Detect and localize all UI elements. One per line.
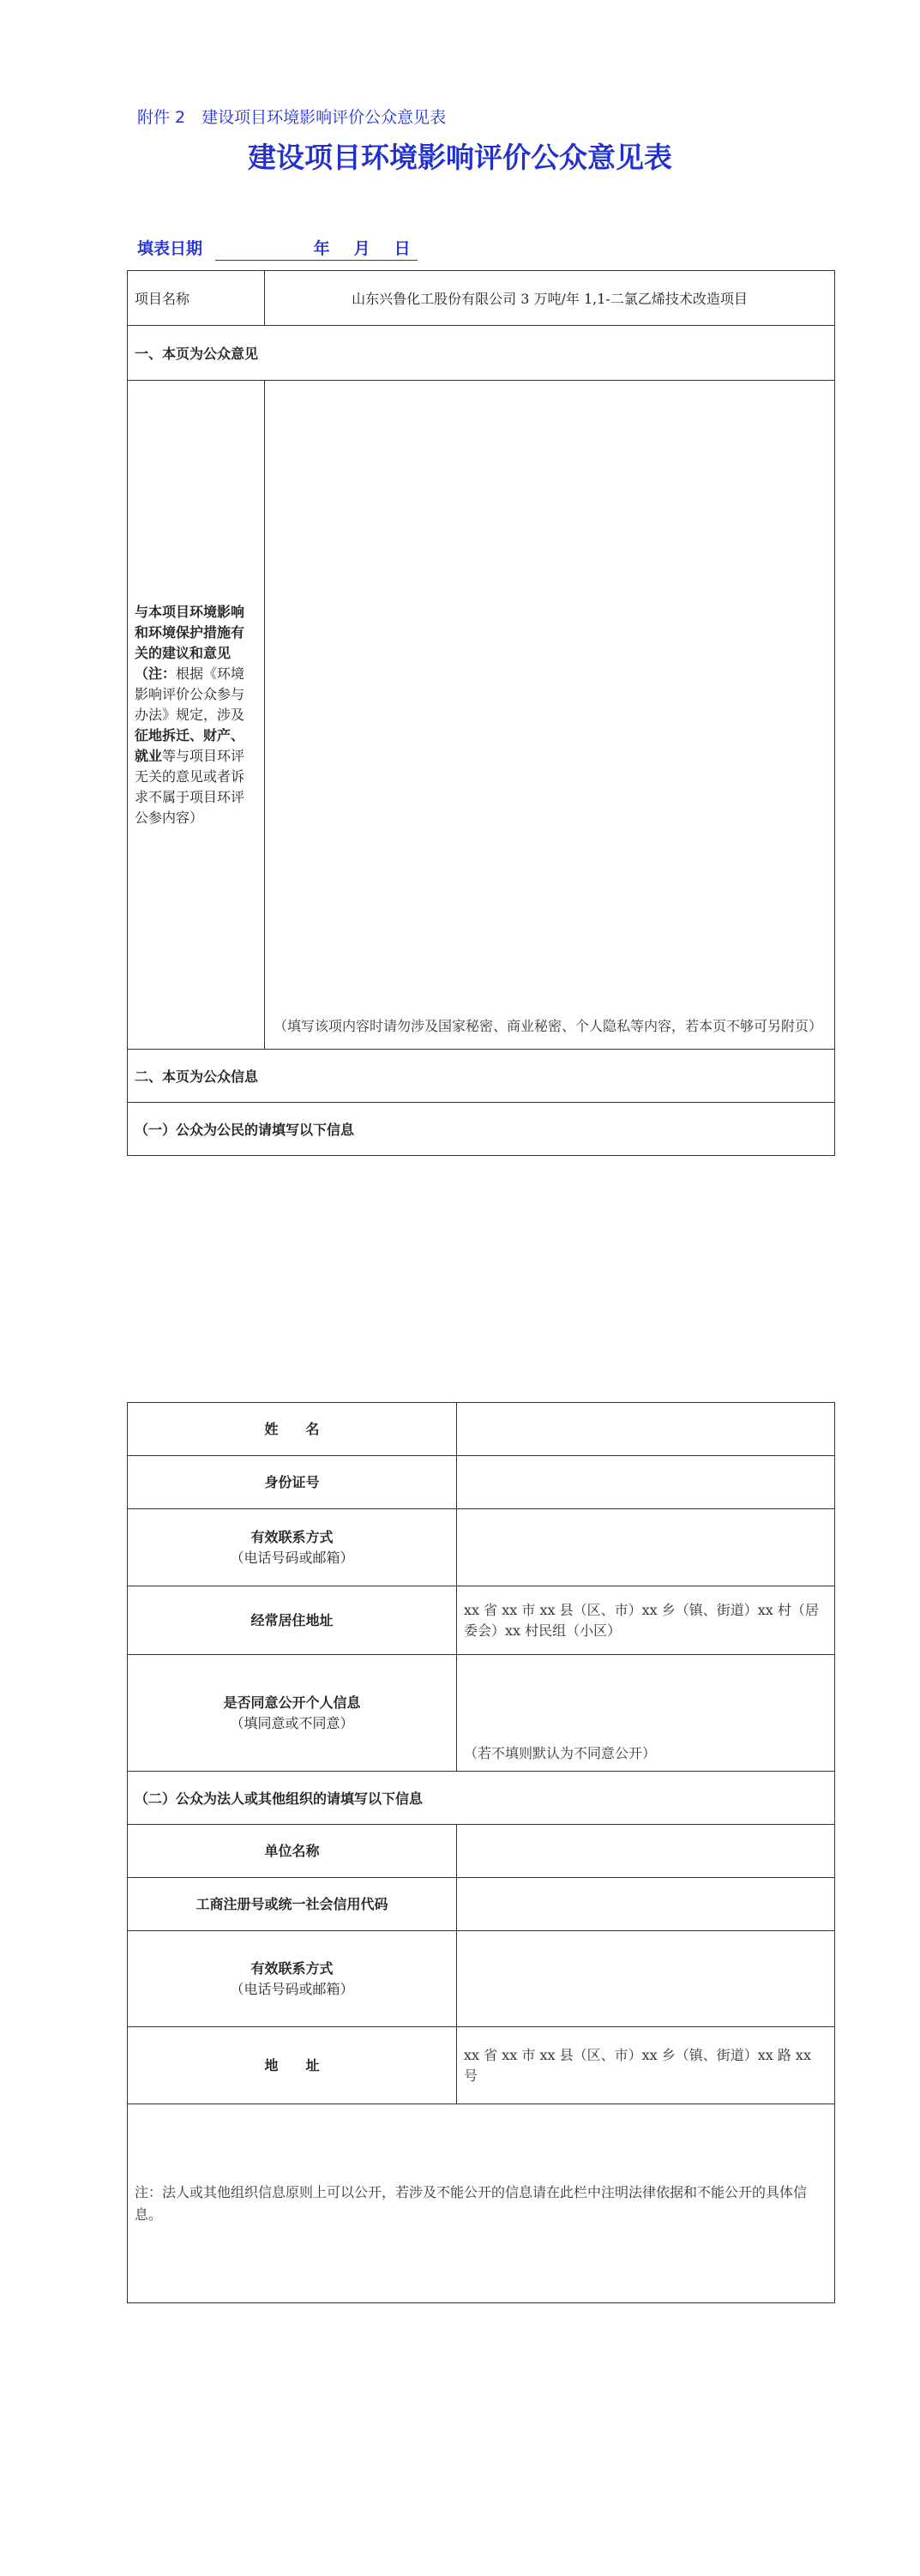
part2-heading-row bbox=[128, 1050, 835, 1103]
unit-label: 单位名称 bbox=[128, 1825, 457, 1878]
opinion-table bbox=[127, 270, 835, 1156]
org-heading-row bbox=[128, 1772, 835, 1825]
org-heading: （二）公众为法人或其他组织的请填写以下信息 bbox=[128, 1772, 835, 1825]
project-row bbox=[128, 271, 835, 326]
residence-row bbox=[128, 1586, 835, 1655]
id-input[interactable] bbox=[457, 1456, 835, 1509]
citizen-heading-row bbox=[128, 1103, 835, 1156]
day-label: 日 bbox=[394, 239, 411, 258]
opinion-label-bold2: 征地拆迁、财产、就业 bbox=[135, 726, 245, 764]
org-contact-sub-label: （电话号码或邮箱） bbox=[230, 1980, 354, 1997]
name-input[interactable] bbox=[457, 1403, 835, 1456]
contact-input[interactable] bbox=[457, 1509, 835, 1586]
unit-input[interactable] bbox=[457, 1825, 835, 1878]
address-row bbox=[128, 2027, 835, 2104]
citizen-heading: （一）公众为公民的请填写以下信息 bbox=[128, 1103, 835, 1156]
name-row bbox=[128, 1403, 835, 1456]
org-contact-row bbox=[128, 1931, 835, 2027]
name-label: 姓 名 bbox=[128, 1403, 457, 1456]
consent-label: 是否同意公开个人信息 bbox=[223, 1694, 361, 1711]
project-name: 山东兴鲁化工股份有限公司 3 万吨/年 1,1-二氯乙烯技术改造项目 bbox=[265, 271, 835, 326]
footnote[interactable]: 注：法人或其他组织信息原则上可以公开，若涉及不能公开的信息请在此栏中注明法律依据和不能公开的具体信息。 bbox=[128, 2104, 835, 2303]
contact-label: 有效联系方式 bbox=[250, 1528, 334, 1545]
address-label: 地 址 bbox=[128, 2027, 457, 2104]
org-contact-label: 有效联系方式 bbox=[250, 1959, 334, 1977]
year-label: 年 bbox=[313, 239, 330, 258]
part1-heading-row bbox=[128, 326, 835, 381]
consent-hint: （若不填则默认为不同意公开） bbox=[464, 1745, 657, 1761]
opinion-hint: （填写该项内容时请勿涉及国家秘密、商业秘密、个人隐私等内容，若本页不够可另附页） bbox=[274, 1018, 823, 1034]
id-label: 身份证号 bbox=[128, 1456, 457, 1509]
page-title: 建设项目环境影响评价公众意见表 bbox=[248, 141, 672, 174]
residence-input[interactable]: xx 省 xx 市 xx 县（区、市）xx 乡（镇、街道）xx 村（居委会）xx 村民组（小区） bbox=[457, 1586, 835, 1655]
footnote-row bbox=[128, 2104, 835, 2303]
contact-row bbox=[128, 1509, 835, 1586]
id-row bbox=[128, 1456, 835, 1509]
address-input[interactable]: xx 省 xx 市 xx 县（区、市）xx 乡（镇、街道）xx 路 xx 号 bbox=[457, 2027, 835, 2104]
month-label: 月 bbox=[353, 239, 370, 258]
opinion-row bbox=[128, 381, 835, 1050]
consent-sub-label: （填同意或不同意） bbox=[230, 1714, 354, 1731]
annex-label: 附件 2 建设项目环境影响评价公众意见表 bbox=[137, 108, 447, 127]
unit-row bbox=[128, 1825, 835, 1878]
consent-label-cell bbox=[128, 1655, 457, 1772]
fill-date-field[interactable] bbox=[215, 236, 418, 261]
part2-heading: 二、本页为公众信息 bbox=[128, 1050, 835, 1103]
opinion-input-area[interactable] bbox=[265, 381, 835, 1050]
contact-sub-label: （电话号码或邮箱） bbox=[230, 1549, 354, 1566]
reg-label: 工商注册号或统一社会信用代码 bbox=[128, 1878, 457, 1931]
org-contact-label-cell bbox=[128, 1931, 457, 2027]
opinion-label-bold: 与本项目环境影响和环境保护措施有关的建议和意见（注： bbox=[135, 603, 245, 682]
opinion-label-part2: 根据《环境影响评价公众参与办法》规定，涉及 bbox=[135, 665, 245, 723]
consent-input[interactable] bbox=[457, 1655, 835, 1772]
fill-date-line bbox=[137, 236, 418, 261]
part1-heading: 一、本页为公众意见 bbox=[128, 326, 835, 381]
project-label: 项目名称 bbox=[128, 271, 265, 326]
public-info-table bbox=[127, 1402, 835, 2303]
consent-row bbox=[128, 1655, 835, 1772]
fill-date-label: 填表日期 bbox=[137, 239, 203, 258]
opinion-label-part3: 等与项目环评无关的意见或者诉求不属于项目环评公参内容） bbox=[135, 747, 245, 826]
reg-row bbox=[128, 1878, 835, 1931]
org-contact-input[interactable] bbox=[457, 1931, 835, 2027]
opinion-label bbox=[128, 381, 265, 1050]
residence-label: 经常居住地址 bbox=[128, 1586, 457, 1655]
reg-input[interactable] bbox=[457, 1878, 835, 1931]
contact-label-cell bbox=[128, 1509, 457, 1586]
